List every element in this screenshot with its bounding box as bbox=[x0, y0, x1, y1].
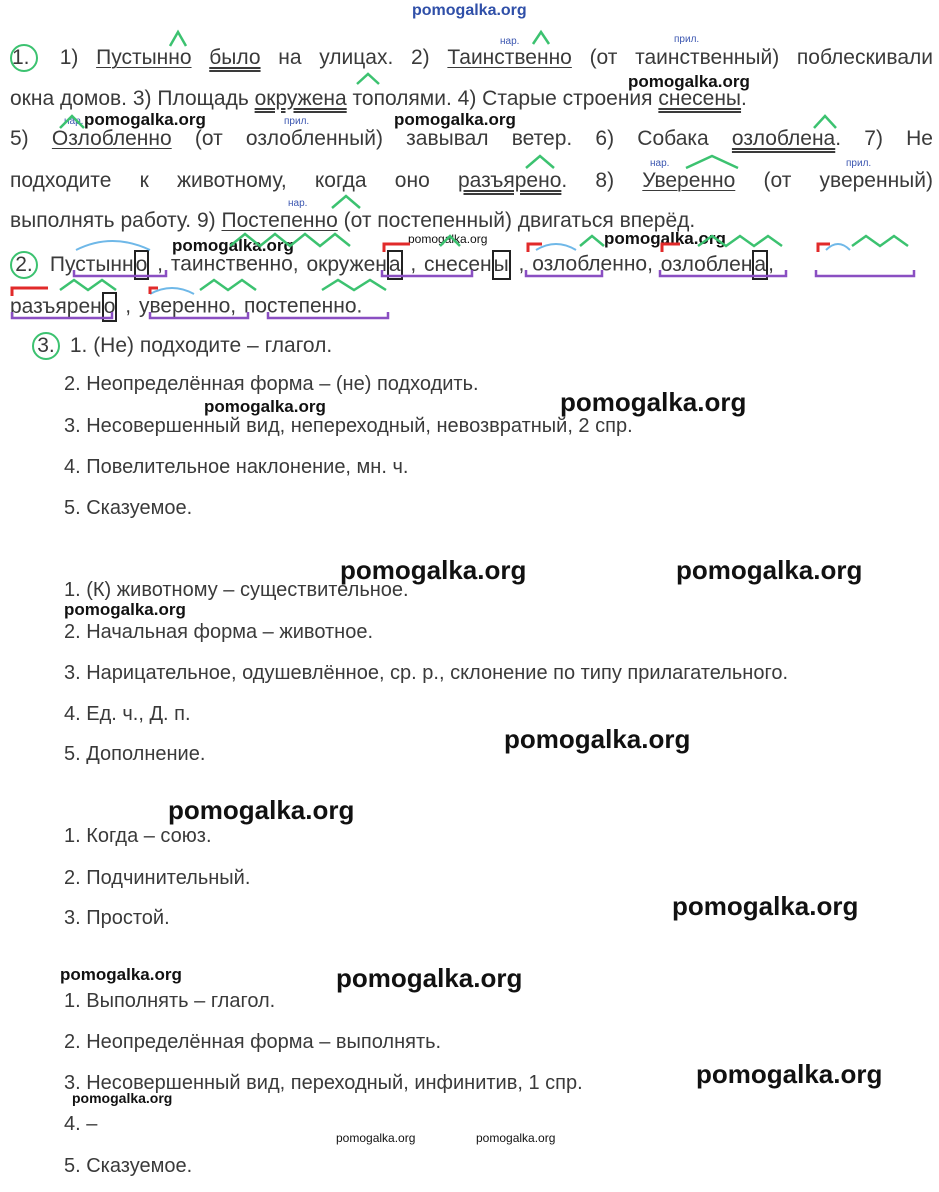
morpheme-word: Пустынно bbox=[50, 253, 149, 276]
note-adverb: нар. bbox=[288, 198, 308, 209]
underlined-word: было bbox=[209, 46, 261, 69]
text: (от таинственный) поблескивали bbox=[589, 46, 933, 69]
analysis-line: 3. Нарицательное, одушевлённое, ср. р., склонение по типу прилагательного. bbox=[64, 662, 789, 684]
ending-box: о bbox=[134, 250, 150, 280]
suffix-mark bbox=[200, 280, 256, 290]
note-adjective: прил. bbox=[284, 116, 310, 127]
analysis-line: 3. Простой. bbox=[64, 907, 170, 929]
watermark: pomogalka.org bbox=[72, 1090, 173, 1106]
watermark: pomogalka.org bbox=[64, 600, 186, 619]
task1-line-3 bbox=[10, 126, 933, 152]
suffix-mark bbox=[852, 236, 908, 246]
watermark: pomogalka.org bbox=[476, 1131, 556, 1145]
analysis-line: 1. (Не) подходите – глагол. bbox=[69, 334, 333, 357]
text: . 8) bbox=[561, 169, 615, 192]
ending-box: ы bbox=[492, 250, 511, 280]
underlined-word: Озлобленно bbox=[51, 127, 172, 150]
watermark: pomogalka.org bbox=[676, 555, 863, 585]
suffix-mark bbox=[580, 236, 604, 246]
task1-line-1 bbox=[10, 44, 933, 72]
morpheme-word: озлоблена bbox=[661, 253, 768, 276]
watermark: pomogalka.org bbox=[408, 232, 488, 246]
task-number: 2. bbox=[10, 251, 38, 279]
underlined-word: Уверенно bbox=[642, 169, 736, 192]
text: (от озлобленный) завывал ветер. 6) Собака bbox=[194, 127, 709, 150]
analysis-line: 5. Дополнение. bbox=[64, 743, 206, 765]
analysis-line: 5. Сказуемое. bbox=[64, 1155, 193, 1177]
text: . bbox=[741, 87, 747, 110]
watermark: pomogalka.org bbox=[336, 1131, 416, 1145]
ending-box: о bbox=[102, 292, 118, 322]
underlined-word: Таинственно bbox=[447, 46, 572, 69]
watermark: pomogalka.org bbox=[696, 1059, 883, 1089]
text: выполнять работу. 9) bbox=[10, 209, 216, 232]
analysis-line: 2. Неопределённая форма – (не) подходить. bbox=[64, 373, 479, 395]
task-number: 3. bbox=[32, 332, 60, 360]
watermark: pomogalka.org bbox=[168, 795, 355, 825]
watermark: pomogalka.org bbox=[60, 965, 182, 984]
task-number: 1. bbox=[10, 44, 38, 72]
morpheme-word: озлобленно bbox=[532, 252, 648, 276]
analysis-line: 2. Подчинительный. bbox=[64, 867, 251, 889]
watermark: pomogalka.org bbox=[672, 891, 859, 921]
watermark-top: pomogalka.org bbox=[412, 2, 527, 19]
text: (от уверенный) bbox=[763, 169, 933, 192]
text: тополями. 4) Старые строения bbox=[352, 87, 653, 110]
underlined-word: разъярено bbox=[457, 169, 562, 192]
suffix-mark bbox=[322, 280, 386, 290]
text: подходите к животному, когда оно bbox=[10, 169, 430, 192]
analysis-line: 1. Когда – союз. bbox=[64, 825, 212, 847]
text: 1) bbox=[59, 46, 79, 69]
suffix-mark bbox=[60, 280, 116, 290]
note-adjective: прил. bbox=[674, 34, 700, 45]
watermark: pomogalka.org bbox=[204, 397, 326, 416]
watermark: pomogalka.org bbox=[560, 387, 747, 417]
analysis-line: 1. (К) животному – существительное. bbox=[64, 579, 409, 601]
analysis-line: 3. Несовершенный вид, переходный, инфинитив, 1 спр. bbox=[64, 1072, 583, 1094]
watermark: pomogalka.org bbox=[394, 110, 516, 129]
analysis-line: 2. Начальная форма – животное. bbox=[64, 621, 374, 643]
watermark: pomogalka.org bbox=[84, 110, 206, 129]
text: окна домов. 3) Площадь bbox=[10, 87, 249, 110]
suffix-mark bbox=[526, 156, 554, 168]
analysis-line: 5. Сказуемое. bbox=[64, 497, 193, 519]
underlined-word: Постепенно bbox=[221, 209, 338, 232]
text: на улицах. 2) bbox=[278, 46, 430, 69]
note-adverb: нар. bbox=[650, 158, 670, 169]
watermark: pomogalka.org bbox=[604, 229, 726, 248]
suffix-mark bbox=[533, 32, 549, 44]
morpheme-word: уверенно bbox=[138, 294, 231, 318]
underlined-word: Пустынно bbox=[96, 46, 192, 69]
suffix-mark bbox=[332, 196, 360, 208]
text: (от постепенный) двигаться вперёд. bbox=[343, 209, 696, 232]
underlined-word: озлоблена bbox=[731, 127, 836, 150]
analysis-line: 1. Выполнять – глагол. bbox=[64, 990, 276, 1012]
morpheme-word: снесены bbox=[424, 253, 511, 276]
morpheme-word: таинственно bbox=[170, 252, 293, 276]
note-adverb: нар. bbox=[500, 36, 520, 47]
watermark: pomogalka.org bbox=[504, 724, 691, 754]
task3-header bbox=[32, 332, 933, 360]
task1-line-2 bbox=[10, 86, 933, 112]
text: 5) bbox=[10, 127, 29, 150]
task1-line-5 bbox=[10, 208, 933, 234]
morpheme-word: разъярено bbox=[10, 295, 117, 318]
suffix-mark bbox=[686, 156, 738, 168]
note-adjective: прил. bbox=[846, 158, 872, 169]
root-arc bbox=[76, 241, 150, 250]
analysis-line: 4. Ед. ч., Д. п. bbox=[64, 703, 191, 725]
task1-line-4 bbox=[10, 168, 933, 194]
morpheme-word: окружена bbox=[306, 253, 402, 276]
suffix-mark bbox=[357, 74, 379, 84]
task2-line-2: разъярено , уверенно, постепенно. bbox=[10, 292, 933, 322]
underlined-word: снесены bbox=[658, 87, 742, 110]
text: . 7) Не bbox=[835, 127, 933, 150]
task2-line-1: 2. Пустынно , таинственно, окружена , снесены , озлобленно, озлоблена, bbox=[10, 250, 933, 280]
underlined-word: окружена bbox=[254, 87, 347, 110]
morpheme-word: постепенно bbox=[243, 294, 357, 318]
watermark: pomogalka.org bbox=[336, 963, 523, 993]
analysis-line: 3. Несовершенный вид, непереходный, невозвратный, 2 спр. bbox=[64, 415, 633, 437]
analysis-line: 2. Неопределённая форма – выполнять. bbox=[64, 1031, 442, 1053]
analysis-line: 4. – bbox=[64, 1113, 98, 1135]
watermark: pomogalka.org bbox=[628, 72, 750, 91]
analysis-line: 4. Повелительное наклонение, мн. ч. bbox=[64, 456, 409, 478]
ending-box: а bbox=[387, 250, 403, 280]
ending-box: а bbox=[752, 250, 768, 280]
watermark: pomogalka.org bbox=[172, 236, 294, 255]
watermark: pomogalka.org bbox=[340, 555, 527, 585]
note-adverb: нар. bbox=[64, 116, 84, 127]
